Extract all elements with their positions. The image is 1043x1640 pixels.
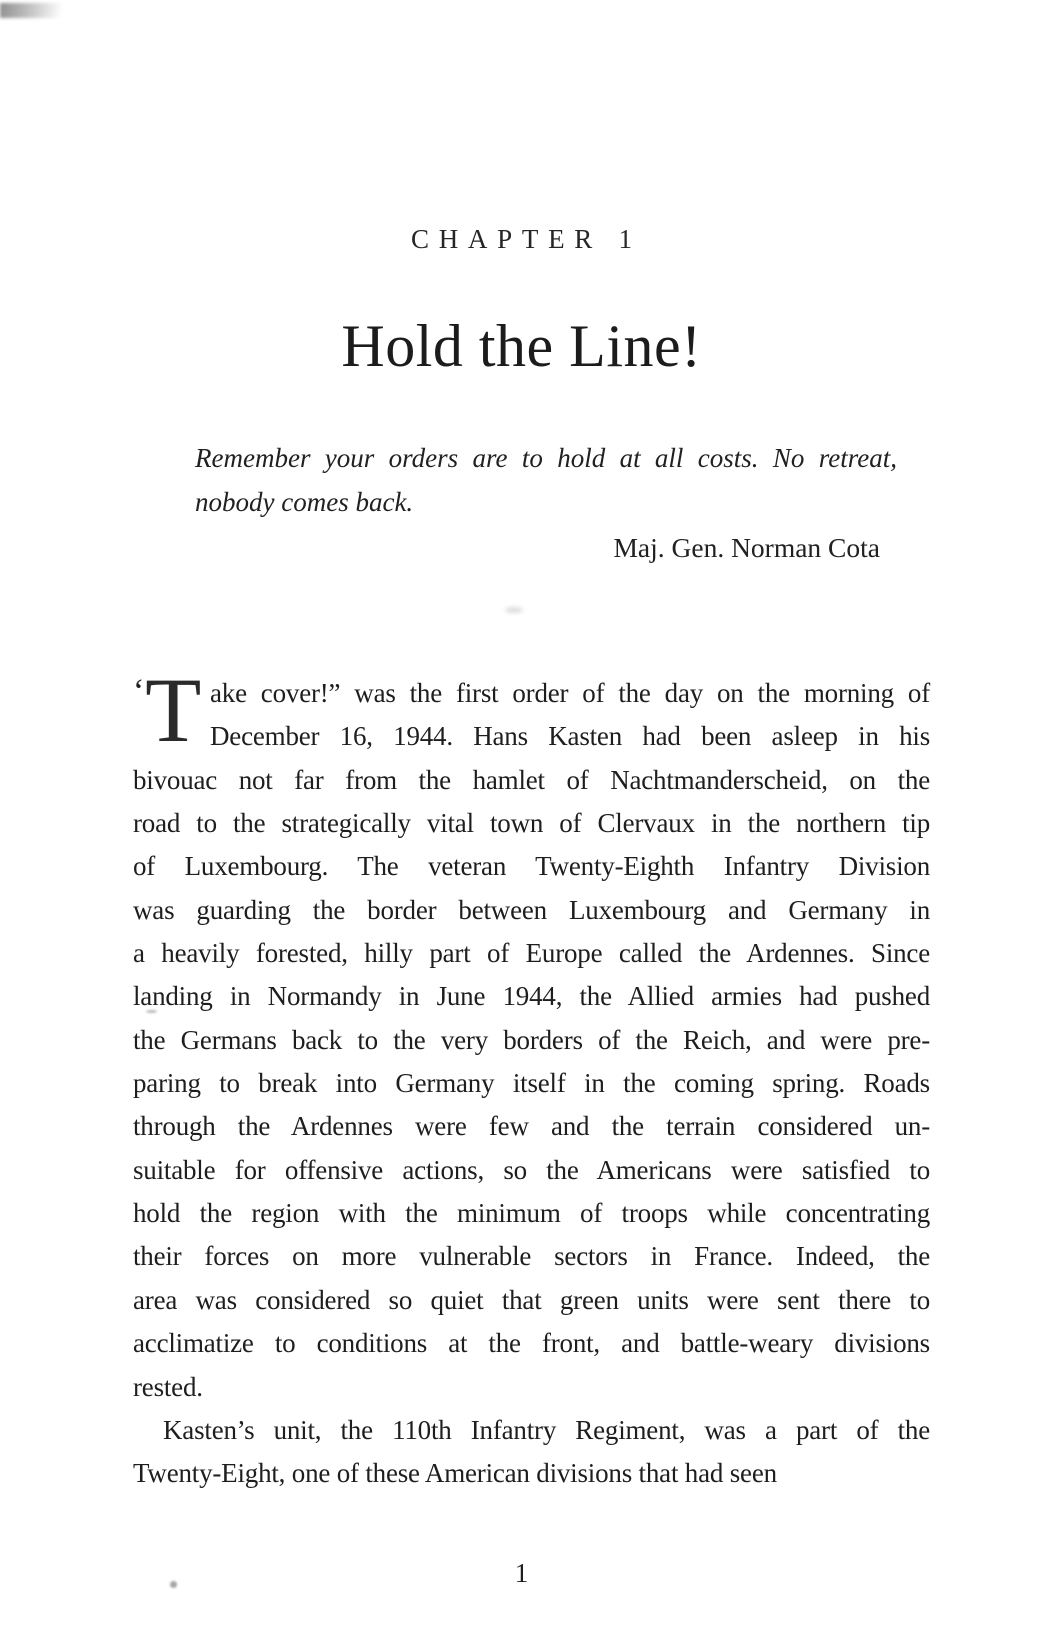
body-line: their forces on more vulnerable sectors in France. Indeed, the bbox=[133, 1241, 930, 1272]
epigraph-line: nobody comes back. bbox=[195, 487, 414, 517]
body-line: bivouac not far from the hamlet of Nachtmanderscheid, on the bbox=[133, 764, 930, 795]
body-line: through the Ardennes were few and the terrain considered un- bbox=[133, 1111, 930, 1142]
drop-cap-letter: T bbox=[145, 659, 202, 761]
body-line: the Germans back to the very borders of the Reich, and were pre- bbox=[133, 1024, 930, 1055]
epigraph bbox=[195, 436, 897, 524]
body-line: acclimatize to conditions at the front, and battle-weary divisions bbox=[133, 1328, 930, 1359]
epigraph-attribution: Maj. Gen. Norman Cota bbox=[613, 532, 880, 563]
body-line: rested. bbox=[133, 1371, 203, 1402]
chapter-title: Hold the Line! bbox=[341, 313, 702, 379]
drop-cap bbox=[133, 659, 210, 761]
body-line: area was considered so quiet that green units were sent there to bbox=[133, 1284, 930, 1315]
epigraph-line: Remember your orders are to hold at all costs. No retreat, bbox=[195, 443, 897, 473]
page-number: 1 bbox=[514, 1558, 529, 1588]
body-line: Twenty-Eight, one of these American divisions that had seen bbox=[133, 1458, 777, 1489]
body-line: hold the region with the minimum of troops while concentrating bbox=[133, 1198, 930, 1229]
body-line: was guarding the border between Luxembourg and Germany in bbox=[133, 894, 930, 925]
body-line: December 16, 1944. Hans Kasten had been asleep in his bbox=[210, 721, 930, 752]
body-line: a heavily forested, hilly part of Europe called the Ardennes. Since bbox=[133, 938, 930, 969]
body-line: of Luxembourg. The veteran Twenty-Eighth Infantry Division bbox=[133, 851, 930, 882]
body-line: ake cover!” was the first order of the day on the morning of bbox=[210, 678, 930, 708]
corner-scan-smudge bbox=[0, 3, 82, 18]
scan-artifact-smudge bbox=[505, 607, 523, 613]
body-text bbox=[133, 659, 930, 1496]
body-line: suitable for offensive actions, so the Americans were satisfied to bbox=[133, 1154, 930, 1185]
chapter-label: CHAPTER 1 bbox=[410, 224, 642, 254]
body-line: landing in Normandy in June 1944, the Allied armies had pushed bbox=[133, 981, 930, 1012]
body-line: Kasten’s unit, the 110th Infantry Regiment, was a part of the bbox=[163, 1414, 930, 1445]
open-quote-mark: ‘ bbox=[133, 673, 145, 710]
body-line: road to the strategically vital town of Clervaux in the northern tip bbox=[133, 808, 930, 839]
body-line: paring to break into Germany itself in the coming spring. Roads bbox=[133, 1068, 930, 1099]
